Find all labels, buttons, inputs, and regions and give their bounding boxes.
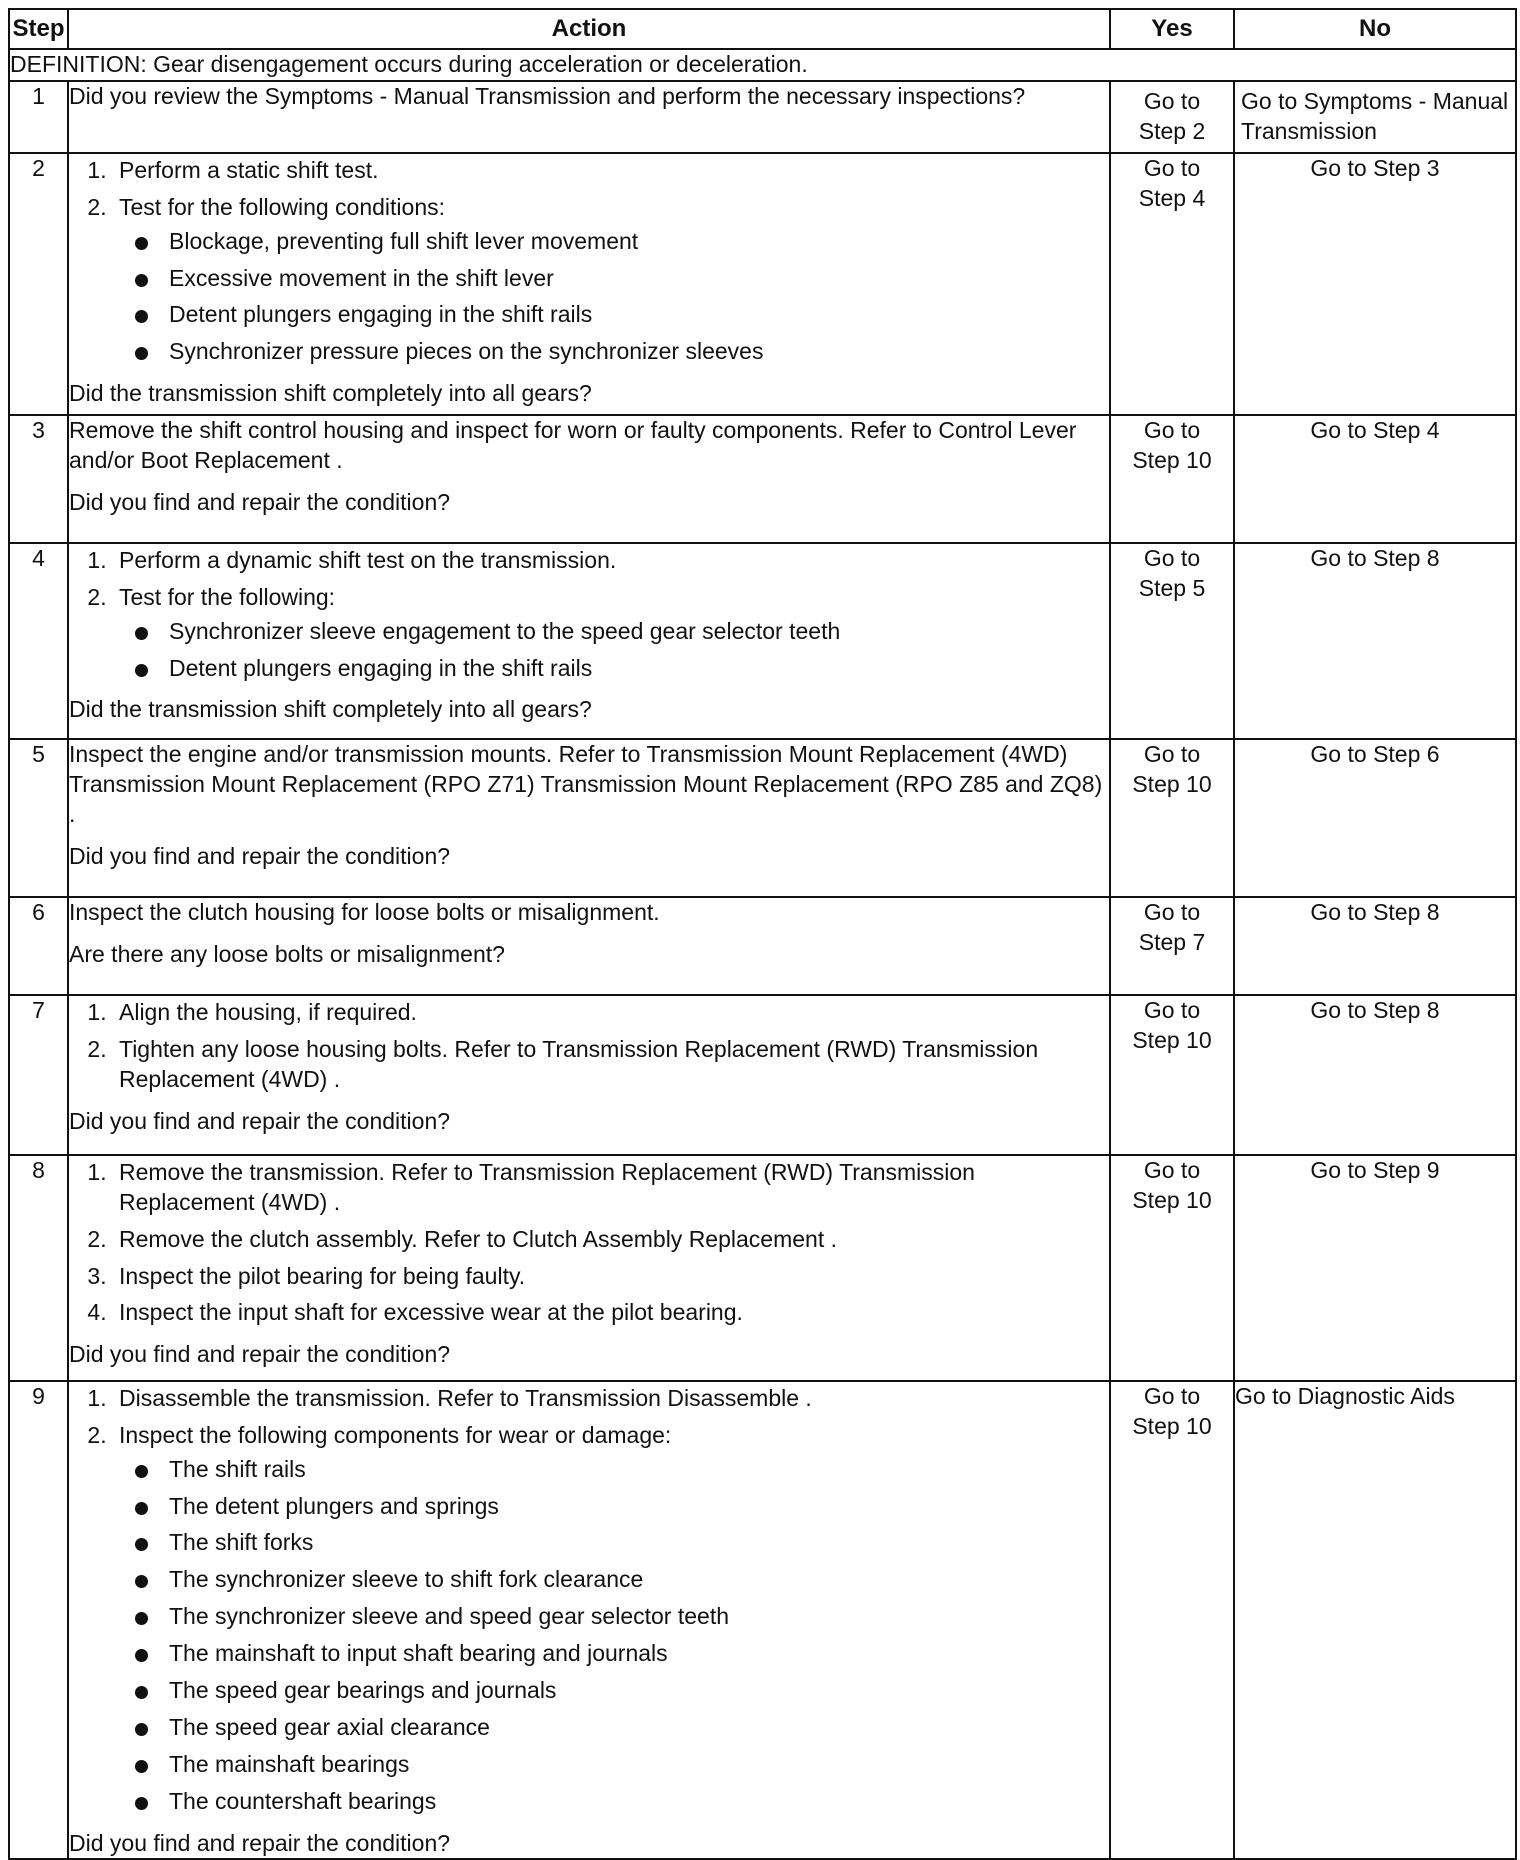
action-text: Did you review the Symptoms - Manual Transmission and perform the necessary inspections? (69, 82, 1026, 109)
step-number: 5 (9, 739, 68, 897)
list-item (113, 1421, 1109, 1817)
step-number: 4 (9, 543, 68, 739)
list-item (113, 583, 1109, 684)
action-steps (69, 156, 1109, 367)
table-row (9, 81, 1516, 153)
action-cell (68, 1381, 1110, 1860)
no-cell: Go to Step 4 (1234, 415, 1516, 543)
bullet-list (119, 227, 1109, 368)
action-text: Inspect the engine and/or transmission mounts. Refer to Transmission Mount Replacement (4WD) Transmission Mount Replacement (RPO Z71) Transmission Mount Replacement (RPO Z85 and ZQ8) . (69, 740, 1103, 827)
step-number: 6 (9, 897, 68, 995)
action-text: Inspect the clutch housing for loose bolts or misalignment. (69, 898, 660, 925)
action-question: Are there any loose bolts or misalignment? (69, 940, 505, 967)
bullet-item: The countershaft bearings (159, 1787, 1109, 1817)
table-row (9, 543, 1516, 739)
yes-cell: Go to Step 10 (1110, 739, 1234, 897)
yes-cell: Go to Step 7 (1110, 897, 1234, 995)
bullet-item: Excessive movement in the shift lever (159, 264, 1109, 294)
action-cell (68, 415, 1110, 543)
step-number: 9 (9, 1381, 68, 1860)
action-question: Did you find and repair the condition? (69, 488, 451, 515)
yes-cell: Go to Step 10 (1110, 995, 1234, 1155)
yes-cell: Go to Step 5 (1110, 543, 1234, 739)
yes-cell: Go to Step 10 (1110, 415, 1234, 543)
table-row (9, 153, 1516, 415)
action-cell (68, 153, 1110, 415)
list-item-text: Inspect the following components for wear or damage: (119, 1421, 672, 1448)
diagnostic-table (8, 8, 1517, 1860)
no-cell: Go to Step 6 (1234, 739, 1516, 897)
action-question: Did you find and repair the condition? (69, 842, 451, 869)
bullet-item: The mainshaft bearings (159, 1750, 1109, 1780)
yes-cell: Go to Step 10 (1110, 1155, 1234, 1381)
header-no: No (1234, 9, 1516, 49)
no-cell: Go to Step 8 (1234, 543, 1516, 739)
bullet-list (119, 1455, 1109, 1817)
list-item: 2. Tighten any loose housing bolts. Refer to Transmission Replacement (RWD) Transmission Replacement (4WD) . (113, 1035, 1109, 1095)
bullet-item: The mainshaft to input shaft bearing and journals (159, 1639, 1109, 1669)
list-item (113, 193, 1109, 367)
yes-cell: Go to Step 4 (1110, 153, 1234, 415)
no-cell: Go to Diagnostic Aids (1234, 1381, 1516, 1860)
action-steps (69, 546, 1109, 684)
list-item: 3. Inspect the pilot bearing for being faulty. (113, 1262, 1109, 1292)
action-cell (68, 1155, 1110, 1381)
header-yes: Yes (1110, 9, 1234, 49)
action-cell (68, 739, 1110, 897)
table-row (9, 415, 1516, 543)
bullet-item: The speed gear bearings and journals (159, 1676, 1109, 1706)
action-steps (69, 998, 1109, 1095)
action-cell (68, 995, 1110, 1155)
bullet-item: The shift rails (159, 1455, 1109, 1485)
bullet-item: Blockage, preventing full shift lever movement (159, 227, 1109, 257)
step-number: 2 (9, 153, 68, 415)
action-steps (69, 1158, 1109, 1328)
table-row (9, 995, 1516, 1155)
action-question: Did you find and repair the condition? (69, 1829, 451, 1856)
yes-cell: Go to Step 2 (1110, 81, 1234, 153)
table-row (9, 1381, 1516, 1860)
bullet-item: Detent plungers engaging in the shift rails (159, 300, 1109, 330)
action-cell (68, 81, 1110, 153)
bullet-item: Detent plungers engaging in the shift rails (159, 654, 1109, 684)
header-action: Action (68, 9, 1110, 49)
list-item: 2. Remove the clutch assembly. Refer to Clutch Assembly Replacement . (113, 1225, 1109, 1255)
step-number: 3 (9, 415, 68, 543)
bullet-item: Synchronizer pressure pieces on the synchronizer sleeves (159, 337, 1109, 367)
list-item: 1. Disassemble the transmission. Refer to Transmission Disassemble . (113, 1384, 1109, 1414)
step-number: 7 (9, 995, 68, 1155)
bullet-item: Synchronizer sleeve engagement to the speed gear selector teeth (159, 617, 1109, 647)
table-row (9, 1155, 1516, 1381)
no-cell: Go to Step 9 (1234, 1155, 1516, 1381)
bullet-item: The speed gear axial clearance (159, 1713, 1109, 1743)
step-number: 1 (9, 81, 68, 153)
definition-text: DEFINITION: Gear disengagement occurs during acceleration or deceleration. (9, 49, 1516, 81)
list-item-text: Test for the following conditions: (119, 193, 446, 220)
list-item: 1. Remove the transmission. Refer to Transmission Replacement (RWD) Transmission Replacement (4WD) . (113, 1158, 1109, 1218)
no-cell: Go to Step 8 (1234, 995, 1516, 1155)
bullet-list (119, 617, 1109, 684)
list-item: 1. Perform a static shift test. (113, 156, 1109, 186)
list-item: 4. Inspect the input shaft for excessive wear at the pilot bearing. (113, 1298, 1109, 1328)
list-item: 1. Perform a dynamic shift test on the transmission. (113, 546, 1109, 576)
definition-row (9, 49, 1516, 81)
action-steps (69, 1384, 1109, 1817)
bullet-item: The synchronizer sleeve to shift fork clearance (159, 1565, 1109, 1595)
action-question: Did you find and repair the condition? (69, 1341, 451, 1368)
bullet-item: The detent plungers and springs (159, 1492, 1109, 1522)
header-row (9, 9, 1516, 49)
no-cell: Go to Symptoms - Manual Transmission (1234, 81, 1516, 153)
list-item: 1. Align the housing, if required. (113, 998, 1109, 1028)
table-row (9, 897, 1516, 995)
action-question: Did the transmission shift completely into all gears? (69, 696, 592, 723)
bullet-item: The shift forks (159, 1528, 1109, 1558)
action-cell (68, 543, 1110, 739)
action-question: Did you find and repair the condition? (69, 1107, 451, 1134)
step-number: 8 (9, 1155, 68, 1381)
action-question: Did the transmission shift completely into all gears? (69, 380, 592, 407)
header-step: Step (9, 9, 68, 49)
list-item-text: Test for the following: (119, 583, 336, 610)
action-cell (68, 897, 1110, 995)
table-row (9, 739, 1516, 897)
bullet-item: The synchronizer sleeve and speed gear selector teeth (159, 1602, 1109, 1632)
action-text: Remove the shift control housing and inspect for worn or faulty components. Refer to Control Lever and/or Boot Replacement . (69, 416, 1077, 473)
no-cell: Go to Step 8 (1234, 897, 1516, 995)
yes-cell: Go to Step 10 (1110, 1381, 1234, 1860)
no-cell: Go to Step 3 (1234, 153, 1516, 415)
